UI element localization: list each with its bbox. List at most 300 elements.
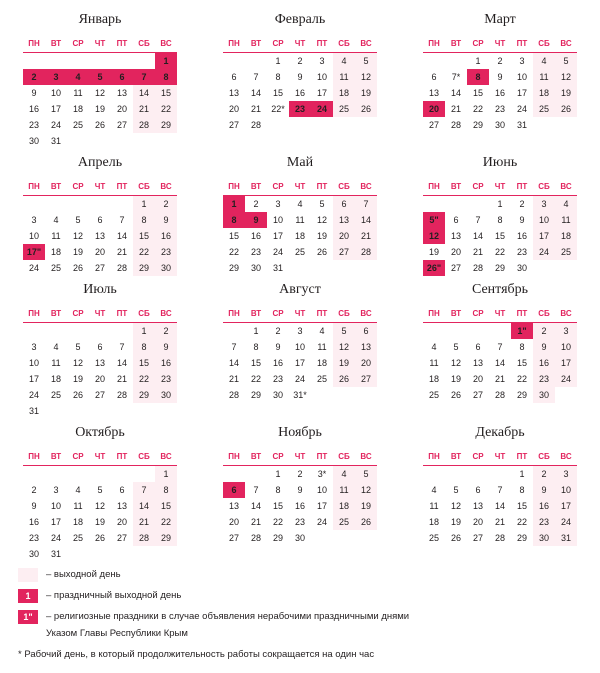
day-cell-empty — [155, 403, 177, 419]
weekday-header: ПТ — [511, 178, 533, 196]
weekday-header: ВТ — [445, 35, 467, 53]
week-row — [223, 260, 377, 276]
holiday-color-swatch: 1 — [18, 589, 38, 603]
day-cell: 31 — [28, 406, 39, 416]
day-cell-empty — [89, 403, 111, 419]
day-cell: 4 — [75, 485, 81, 495]
week-row — [223, 530, 377, 546]
day-cell: 9 — [245, 212, 267, 228]
day-cell: 27 — [228, 120, 239, 130]
day-cell-empty — [311, 117, 333, 133]
weekday-header: ВС — [355, 35, 377, 53]
day-cell: 18 — [533, 85, 555, 101]
day-cell: 10 — [516, 72, 527, 82]
day-cell: 23 — [494, 104, 505, 114]
day-cell: 5 — [355, 466, 377, 483]
day-cell: 11 — [555, 212, 577, 228]
day-cell-empty — [355, 387, 377, 403]
day-cell: 18 — [72, 104, 83, 114]
weekday-header: СБ — [533, 448, 555, 466]
day-cell: 12 — [72, 231, 83, 241]
day-cell: 6 — [223, 482, 245, 498]
day-cell: 6 — [111, 69, 133, 85]
day-cell: 21 — [250, 517, 261, 527]
day-cell: 14 — [450, 88, 461, 98]
weekday-header-row — [423, 305, 577, 323]
day-cell: 4 — [431, 485, 437, 495]
day-cell: 14 — [494, 501, 505, 511]
day-cell: 27 — [355, 371, 377, 387]
day-cell: 18 — [333, 498, 355, 514]
day-cell: 15 — [228, 231, 239, 241]
week-row — [223, 482, 377, 498]
day-cell: 28 — [250, 533, 261, 543]
day-cell-empty — [533, 117, 555, 133]
day-cell: 20 — [472, 517, 483, 527]
month-block — [400, 421, 600, 564]
month-block — [400, 8, 600, 151]
day-cell: 9 — [519, 215, 525, 225]
day-cell-empty — [111, 53, 133, 70]
day-cell: 17 — [316, 88, 327, 98]
day-cell: 17 — [294, 358, 305, 368]
day-cell-empty — [223, 323, 245, 340]
day-cell: 7 — [475, 215, 481, 225]
week-row — [23, 212, 177, 228]
day-cell: 14 — [250, 501, 261, 511]
day-cell: 6 — [333, 196, 355, 213]
weekday-header: СБ — [333, 35, 355, 53]
day-cell: 3 — [31, 215, 37, 225]
day-cell: 3 — [53, 485, 59, 495]
day-cell-empty — [111, 403, 133, 419]
day-cell-empty — [311, 530, 333, 546]
day-cell: 10 — [294, 342, 305, 352]
day-cell: 30 — [28, 549, 39, 559]
weekday-header: СБ — [133, 305, 155, 323]
day-cell: 8 — [223, 212, 245, 228]
day-cell: 30 — [294, 533, 305, 543]
day-cell: 17" — [23, 244, 45, 260]
week-row — [223, 117, 377, 133]
day-cell: 7 — [497, 485, 503, 495]
day-cell: 15 — [516, 501, 527, 511]
day-cell: 4 — [555, 196, 577, 213]
weekday-header: ПН — [223, 448, 245, 466]
day-cell: 2 — [519, 199, 525, 209]
day-cell-empty — [555, 387, 577, 403]
day-cell: 17 — [28, 374, 39, 384]
day-cell: 13 — [94, 358, 105, 368]
day-cell-empty — [23, 323, 45, 340]
day-cell: 2 — [297, 56, 303, 66]
weekday-header: ВС — [355, 305, 377, 323]
day-cell: 14 — [133, 498, 155, 514]
day-cell: 31 — [50, 549, 61, 559]
day-cell: 5 — [75, 342, 81, 352]
weekday-header-row — [23, 178, 177, 196]
day-cell-empty — [445, 323, 467, 340]
day-cell: 24 — [28, 263, 39, 273]
week-row — [23, 69, 177, 85]
week-row — [23, 371, 177, 387]
day-cell-empty — [533, 260, 555, 276]
day-cell: 26 — [355, 514, 377, 530]
day-cell: 4 — [533, 53, 555, 70]
day-cell: 24 — [555, 371, 577, 387]
day-cell: 27 — [472, 390, 483, 400]
day-cell: 4 — [67, 69, 89, 85]
day-cell-empty — [333, 260, 355, 276]
day-cell: 26 — [94, 120, 105, 130]
weekday-header: СР — [67, 448, 89, 466]
day-cell: 29 — [516, 533, 527, 543]
day-cell: 30 — [155, 387, 177, 403]
day-cell-empty — [289, 260, 311, 276]
day-cell: 10 — [28, 358, 39, 368]
weekday-header: ПН — [223, 305, 245, 323]
day-cell: 27 — [428, 120, 439, 130]
week-row — [23, 403, 177, 419]
day-cell: 10 — [316, 485, 327, 495]
week-row — [423, 482, 577, 498]
day-cell-empty — [89, 323, 111, 340]
day-cell-empty — [67, 323, 89, 340]
day-cell: 2 — [155, 323, 177, 340]
weekday-header: ВТ — [245, 35, 267, 53]
week-row — [423, 53, 577, 70]
day-cell: 25 — [428, 390, 439, 400]
week-row — [23, 387, 177, 403]
day-cell-empty — [467, 466, 489, 483]
weekday-header-row — [423, 35, 577, 53]
week-row — [423, 355, 577, 371]
month-block — [0, 421, 200, 564]
day-cell: 25 — [72, 120, 83, 130]
weekday-header: ЧТ — [289, 35, 311, 53]
day-cell: 2 — [31, 485, 37, 495]
weekday-header: ВТ — [245, 448, 267, 466]
week-row — [423, 196, 577, 213]
day-cell-empty — [133, 546, 155, 562]
day-cell: 16 — [533, 498, 555, 514]
day-cell: 11 — [429, 501, 439, 511]
week-row — [223, 85, 377, 101]
day-cell: 27 — [116, 533, 127, 543]
day-cell: 26 — [333, 371, 355, 387]
day-cell: 13 — [472, 501, 483, 511]
day-cell: 19 — [555, 85, 577, 101]
day-cell: 28 — [116, 390, 127, 400]
weekday-header: ВТ — [445, 305, 467, 323]
day-cell: 15 — [472, 88, 483, 98]
day-cell-empty — [67, 466, 89, 483]
day-cell: 3 — [31, 342, 37, 352]
day-cell: 9 — [275, 342, 281, 352]
day-cell: 16 — [294, 88, 305, 98]
day-cell: 21 — [133, 514, 155, 530]
day-cell-empty — [245, 53, 267, 70]
day-cell: 2 — [497, 56, 503, 66]
day-cell: 25 — [316, 374, 327, 384]
weekend-color-swatch — [18, 568, 38, 582]
day-cell: 9 — [31, 501, 37, 511]
weekday-header: ВС — [155, 35, 177, 53]
day-cell: 28 — [494, 533, 505, 543]
day-cell: 22 — [494, 247, 505, 257]
day-cell: 2 — [533, 466, 555, 483]
weekday-header: ПТ — [311, 305, 333, 323]
day-cell: 5 — [453, 485, 459, 495]
day-cell: 2 — [23, 69, 45, 85]
weekday-header: ВТ — [245, 178, 267, 196]
day-cell: 5 — [75, 215, 81, 225]
week-row — [223, 371, 377, 387]
day-cell: 5 — [97, 485, 103, 495]
day-cell: 14 — [472, 231, 483, 241]
day-cell: 16 — [294, 501, 305, 511]
day-cell: 8 — [155, 69, 177, 85]
day-cell: 9 — [297, 72, 303, 82]
weekday-header: СР — [67, 178, 89, 196]
day-cell: 8 — [133, 339, 155, 355]
day-cell: 23 — [516, 247, 527, 257]
week-row — [23, 53, 177, 70]
day-cell: 20 — [116, 517, 127, 527]
day-cell: 18 — [316, 358, 327, 368]
day-cell: 1 — [133, 323, 155, 340]
day-cell: 6 — [231, 72, 237, 82]
day-cell: 17 — [50, 104, 61, 114]
weekday-header: ПН — [23, 178, 45, 196]
day-cell: 12 — [450, 358, 461, 368]
day-cell-empty — [555, 117, 577, 133]
day-cell: 17 — [555, 498, 577, 514]
day-cell: 28 — [250, 120, 261, 130]
day-cell: 31 — [50, 136, 61, 146]
day-cell: 29 — [472, 120, 483, 130]
day-cell: 27 — [450, 263, 461, 273]
day-cell: 2 — [155, 196, 177, 213]
weekday-header: ПН — [223, 178, 245, 196]
day-cell: 24 — [516, 104, 527, 114]
weekday-header: ЧТ — [89, 305, 111, 323]
weekday-header-row — [23, 35, 177, 53]
day-cell: 9 — [297, 485, 303, 495]
day-cell: 15 — [133, 228, 155, 244]
day-cell: 9 — [533, 339, 555, 355]
week-row — [223, 466, 377, 483]
weekday-header: ЧТ — [489, 305, 511, 323]
day-cell: 9 — [31, 88, 37, 98]
week-row — [23, 482, 177, 498]
weekday-header: ВТ — [445, 448, 467, 466]
weekday-header: ЧТ — [89, 448, 111, 466]
week-row — [23, 323, 177, 340]
weekday-header: ПТ — [311, 178, 333, 196]
day-cell: 30 — [516, 263, 527, 273]
day-cell: 10 — [50, 88, 61, 98]
day-cell: 29 — [155, 530, 177, 546]
day-cell: 13 — [94, 231, 105, 241]
weekday-header: ПН — [423, 305, 445, 323]
day-cell: 28 — [133, 117, 155, 133]
day-cell: 8 — [497, 215, 503, 225]
day-cell-empty — [423, 53, 445, 70]
day-cell: 28 — [133, 530, 155, 546]
day-cell: 23 — [28, 533, 39, 543]
day-cell: 7 — [231, 342, 237, 352]
weekday-header-row — [223, 178, 377, 196]
week-row — [23, 117, 177, 133]
day-cell: 15 — [272, 88, 283, 98]
day-cell: 22 — [516, 517, 527, 527]
day-cell: 2 — [253, 199, 259, 209]
day-cell: 19 — [450, 517, 461, 527]
weekday-header: СБ — [133, 35, 155, 53]
day-cell: 20 — [355, 355, 377, 371]
day-cell: 28 — [494, 390, 505, 400]
day-cell-empty — [311, 260, 333, 276]
week-row — [423, 212, 577, 228]
week-row — [423, 117, 577, 133]
day-cell: 9 — [155, 339, 177, 355]
day-cell: 25 — [555, 244, 577, 260]
week-row — [223, 355, 377, 371]
day-cell: 11 — [333, 482, 355, 498]
legend-religious-second-line: Указом Главы Республики Крым — [46, 628, 188, 639]
day-cell-empty — [67, 403, 89, 419]
day-cell: 18 — [555, 228, 577, 244]
week-row — [23, 498, 177, 514]
weekday-header: СР — [267, 448, 289, 466]
day-cell: 29 — [133, 387, 155, 403]
week-row — [223, 323, 377, 340]
month-table — [23, 448, 177, 562]
day-cell: 28 — [355, 244, 377, 260]
day-cell: 18 — [428, 374, 439, 384]
day-cell-empty — [89, 133, 111, 149]
day-cell: 30 — [28, 136, 39, 146]
day-cell: 4 — [333, 466, 355, 483]
weekday-header: ВС — [555, 448, 577, 466]
day-cell: 13 — [355, 339, 377, 355]
day-cell: 21 — [494, 374, 505, 384]
month-title: Август — [279, 282, 321, 297]
day-cell: 16 — [28, 517, 39, 527]
weekday-header: ПТ — [311, 35, 333, 53]
day-cell: 21 — [355, 228, 377, 244]
weekday-header: ВТ — [45, 305, 67, 323]
day-cell: 30 — [533, 530, 555, 546]
week-row — [423, 228, 577, 244]
month-title: Июль — [83, 282, 117, 297]
day-cell: 1 — [133, 196, 155, 213]
day-cell: 17 — [516, 88, 527, 98]
day-cell-empty — [89, 546, 111, 562]
day-cell: 30 — [494, 120, 505, 130]
day-cell-empty — [67, 53, 89, 70]
day-cell: 6 — [97, 342, 103, 352]
weekday-header: ЧТ — [489, 35, 511, 53]
day-cell: 1" — [511, 323, 533, 340]
day-cell-empty — [23, 196, 45, 213]
day-cell-empty — [155, 546, 177, 562]
day-cell: 15 — [133, 355, 155, 371]
day-cell-empty — [133, 466, 155, 483]
day-cell: 12 — [423, 228, 445, 244]
day-cell: 13 — [228, 88, 239, 98]
day-cell: 3 — [555, 323, 577, 340]
day-cell: 18 — [333, 85, 355, 101]
weekday-header-row — [423, 178, 577, 196]
week-row — [423, 69, 577, 85]
week-row — [423, 498, 577, 514]
day-cell-empty — [111, 133, 133, 149]
month-table — [423, 178, 577, 276]
day-cell: 18 — [294, 231, 305, 241]
day-cell: 29 — [250, 390, 261, 400]
day-cell: 11 — [295, 215, 305, 225]
day-cell: 1 — [253, 326, 259, 336]
month-title: Май — [286, 155, 314, 170]
weekday-header: СР — [467, 448, 489, 466]
day-cell: 17 — [555, 355, 577, 371]
weekday-header: ПН — [23, 305, 45, 323]
day-cell: 7 — [119, 342, 125, 352]
day-cell: 26 — [94, 533, 105, 543]
legend — [18, 568, 588, 662]
month-block — [200, 421, 400, 564]
day-cell: 24 — [272, 247, 283, 257]
weekday-header: ВС — [155, 178, 177, 196]
month-title: Июнь — [482, 155, 518, 170]
day-cell: 26 — [450, 390, 461, 400]
day-cell: 14 — [116, 358, 127, 368]
day-cell: 7* — [451, 72, 461, 82]
day-cell: 13 — [450, 231, 461, 241]
day-cell: 25 — [533, 101, 555, 117]
month-table — [23, 35, 177, 149]
month-title: Декабрь — [475, 425, 525, 440]
day-cell: 30 — [272, 390, 283, 400]
day-cell: 10 — [28, 231, 39, 241]
weekday-header: ВС — [155, 448, 177, 466]
day-cell: 24 — [28, 390, 39, 400]
day-cell: 27 — [116, 120, 127, 130]
day-cell: 22 — [133, 371, 155, 387]
month-block — [200, 8, 400, 151]
day-cell: 1 — [223, 196, 245, 213]
day-cell-empty — [333, 117, 355, 133]
weekday-header-row — [23, 305, 177, 323]
day-cell: 19 — [72, 247, 83, 257]
month-title: Октябрь — [75, 425, 125, 440]
week-row — [423, 466, 577, 483]
day-cell: 7 — [119, 215, 125, 225]
day-cell: 23 — [250, 247, 261, 257]
month-table — [223, 448, 377, 546]
day-cell: 5 — [355, 53, 377, 70]
day-cell: 5" — [423, 212, 445, 228]
day-cell-empty — [489, 323, 511, 340]
weekday-header: ПТ — [511, 448, 533, 466]
day-cell: 23 — [289, 101, 311, 117]
day-cell-empty — [423, 323, 445, 340]
day-cell: 1 — [275, 56, 281, 66]
day-cell: 2 — [533, 323, 555, 340]
day-cell: 29 — [155, 117, 177, 133]
